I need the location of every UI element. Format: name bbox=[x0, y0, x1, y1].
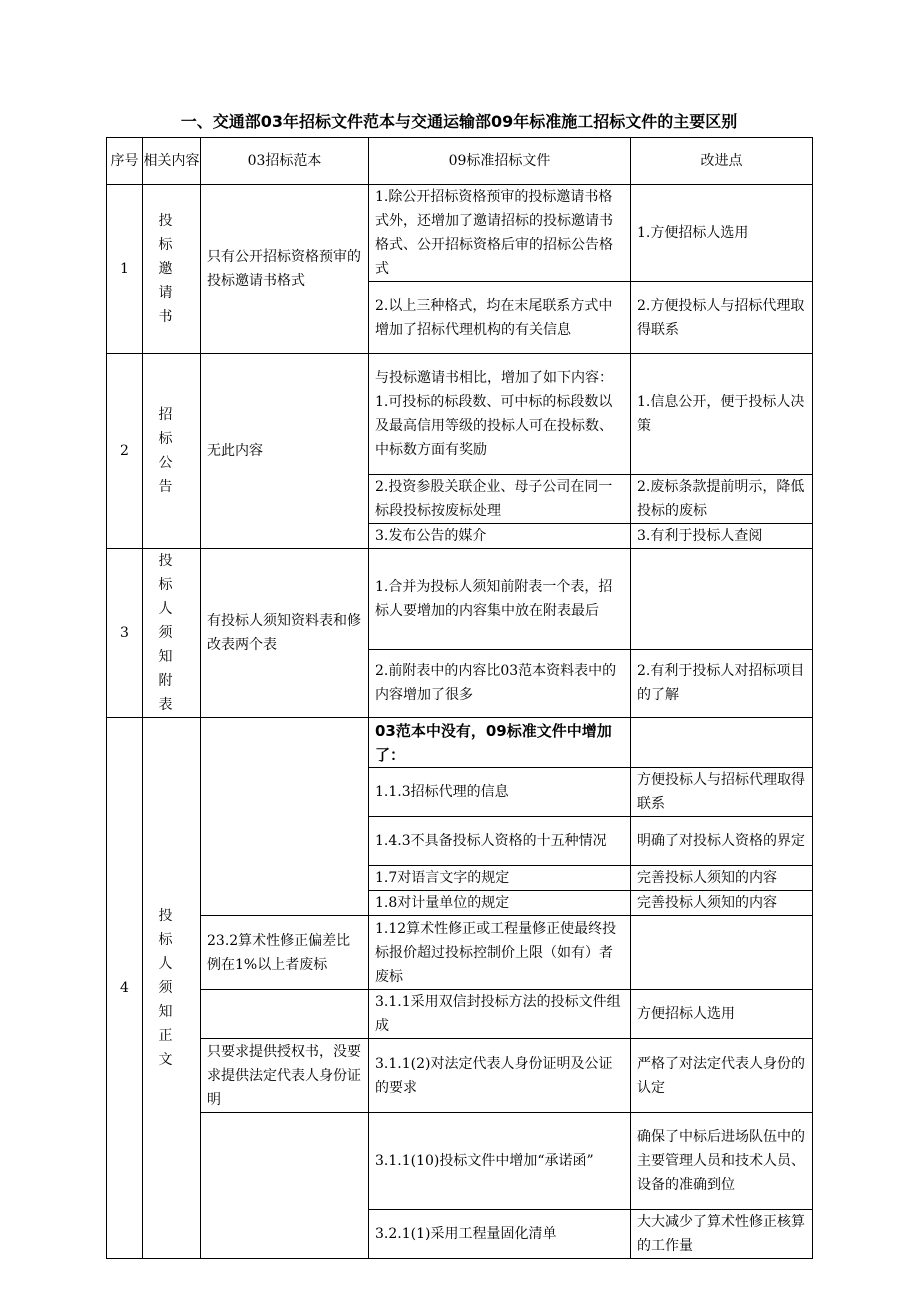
table-row bbox=[107, 1113, 813, 1210]
improve-cell: 1.信息公开，便于投标人决策 bbox=[631, 354, 813, 475]
std09-cell: 与投标邀请书相比，增加了如下内容：1.可投标的标段数、可中标的标段数以及最高信用等级的投标人可在投标数、中标数方面有奖励 bbox=[369, 354, 631, 475]
comparison-table bbox=[106, 137, 813, 1259]
page-title: 一、交通部03年招标文件范本与交通运输部09年标准施工招标文件的主要区别 bbox=[180, 112, 738, 131]
header-related: 相关内容 bbox=[143, 138, 201, 185]
fan03-cell bbox=[201, 718, 369, 916]
improve-cell: 2.方便投标人与招标代理取得联系 bbox=[631, 282, 813, 354]
improve-cell: 方便招标人选用 bbox=[631, 990, 813, 1039]
seq-cell: 3 bbox=[107, 549, 143, 718]
std09-cell: 2.前附表中的内容比03范本资料表中的内容增加了很多 bbox=[369, 649, 631, 717]
improve-cell: 大大减少了算术性修正核算的工作量 bbox=[631, 1210, 813, 1259]
table-row bbox=[107, 185, 813, 282]
std09-cell: 3.发布公告的媒介 bbox=[369, 524, 631, 549]
std09-cell: 3.1.1(10)投标文件中增加“承诺函” bbox=[369, 1113, 631, 1210]
improve-cell bbox=[631, 718, 813, 768]
improve-cell bbox=[631, 916, 813, 990]
fan03-cell bbox=[201, 990, 369, 1039]
std09-cell: 3.2.1(1)采用工程量固化清单 bbox=[369, 1210, 631, 1259]
std09-cell: 1.12算术性修正或工程量修正使最终投标报价超过投标控制价上限（如有）者废标 bbox=[369, 916, 631, 990]
improve-cell: 2.有利于投标人对招标项目的了解 bbox=[631, 649, 813, 717]
std09-cell: 3.1.1采用双信封投标方法的投标文件组成 bbox=[369, 990, 631, 1039]
header-seq: 序号 bbox=[107, 138, 143, 185]
improve-cell: 完善投标人须知的内容 bbox=[631, 891, 813, 916]
related-cell: 投标人须知附表 bbox=[143, 549, 201, 718]
seq-cell: 2 bbox=[107, 354, 143, 549]
improve-cell: 明确了对投标人资格的界定 bbox=[631, 817, 813, 866]
std09-cell: 2.以上三种格式，均在末尾联系方式中增加了招标代理机构的有关信息 bbox=[369, 282, 631, 354]
std09-cell: 1.合并为投标人须知前附表一个表，招标人要增加的内容集中放在附表最后 bbox=[369, 549, 631, 650]
std09-cell: 03范本中没有，09标准文件中增加了： bbox=[369, 718, 631, 768]
table-row bbox=[107, 1039, 813, 1113]
std09-cell: 1.1.3招标代理的信息 bbox=[369, 768, 631, 817]
table-row bbox=[107, 916, 813, 990]
improve-cell bbox=[631, 549, 813, 650]
improve-cell: 2.废标条款提前明示，降低投标的废标 bbox=[631, 475, 813, 524]
header-std09: 09标准招标文件 bbox=[369, 138, 631, 185]
std09-cell: 1.8对计量单位的规定 bbox=[369, 891, 631, 916]
improve-cell: 严格了对法定代表人身份的认定 bbox=[631, 1039, 813, 1113]
fan03-cell: 只有公开招标资格预审的投标邀请书格式 bbox=[201, 185, 369, 354]
header-fan03: 03招标范本 bbox=[201, 138, 369, 185]
related-cell: 投标邀请书 bbox=[143, 185, 201, 354]
std09-cell: 1.4.3不具备投标人资格的十五种情况 bbox=[369, 817, 631, 866]
header-improve: 改进点 bbox=[631, 138, 813, 185]
improve-cell: 完善投标人须知的内容 bbox=[631, 866, 813, 891]
seq-cell: 1 bbox=[107, 185, 143, 354]
fan03-cell bbox=[201, 1113, 369, 1259]
seq-cell: 4 bbox=[107, 718, 143, 1259]
std09-cell: 2.投资参股关联企业、母子公司在同一标段投标按废标处理 bbox=[369, 475, 631, 524]
std09-cell: 1.7对语言文字的规定 bbox=[369, 866, 631, 891]
std09-cell: 1.除公开招标资格预审的投标邀请书格式外，还增加了邀请招标的投标邀请书格式、公开招标资格后审的招标公告格式 bbox=[369, 185, 631, 282]
fan03-cell: 23.2算术性修正偏差比例在1%以上者废标 bbox=[201, 916, 369, 990]
improve-cell: 1.方便招标人选用 bbox=[631, 185, 813, 282]
related-cell: 投标人须知正文 bbox=[143, 718, 201, 1259]
table-row bbox=[107, 354, 813, 475]
improve-cell: 方便投标人与招标代理取得联系 bbox=[631, 768, 813, 817]
table-row bbox=[107, 549, 813, 650]
std09-cell: 3.1.1(2)对法定代表人身份证明及公证的要求 bbox=[369, 1039, 631, 1113]
table-header-row bbox=[107, 138, 813, 185]
related-cell: 招标公告 bbox=[143, 354, 201, 549]
improve-cell: 确保了中标后进场队伍中的主要管理人员和技术人员、设备的准确到位 bbox=[631, 1113, 813, 1210]
table-row bbox=[107, 990, 813, 1039]
improve-cell: 3.有利于投标人查阅 bbox=[631, 524, 813, 549]
fan03-cell: 有投标人须知资料表和修改表两个表 bbox=[201, 549, 369, 718]
table-row bbox=[107, 718, 813, 768]
fan03-cell: 无此内容 bbox=[201, 354, 369, 549]
fan03-cell: 只要求提供授权书，没要求提供法定代表人身份证明 bbox=[201, 1039, 369, 1113]
